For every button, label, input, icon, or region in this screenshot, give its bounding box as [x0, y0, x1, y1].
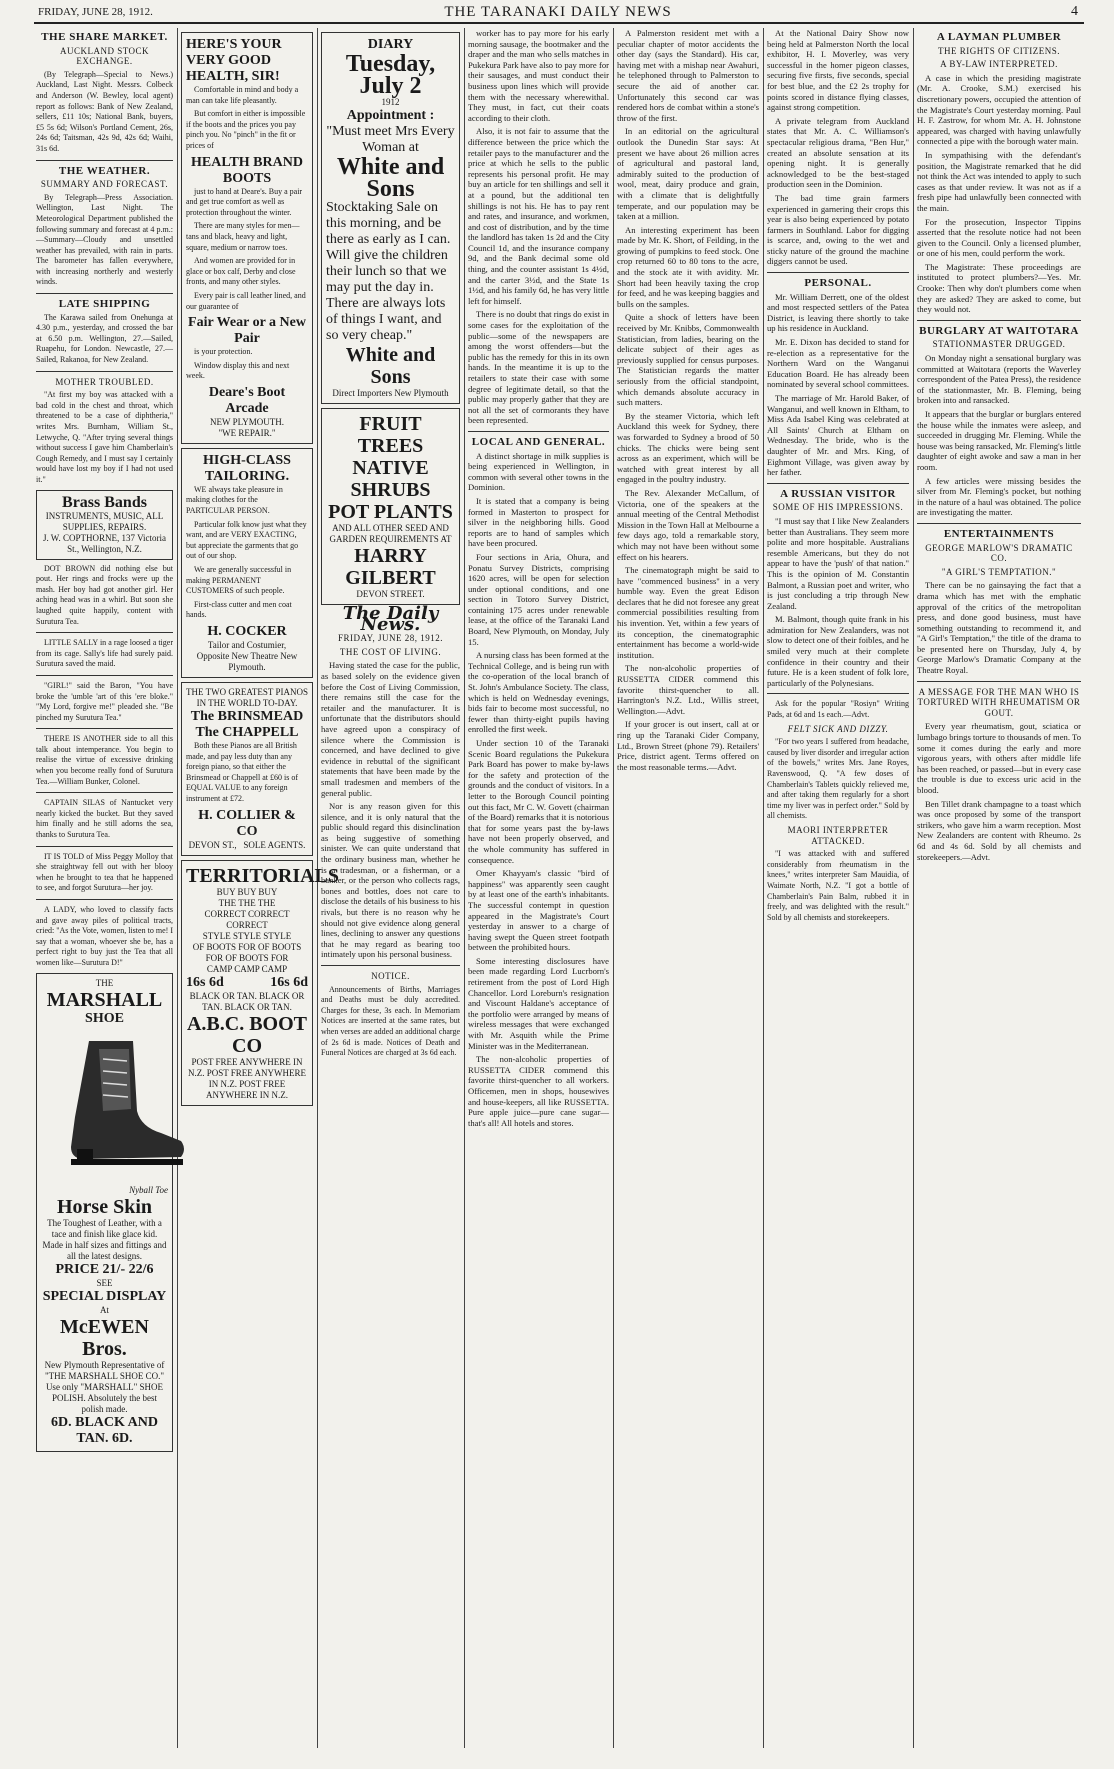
chappell: The CHAPPELL — [195, 725, 299, 740]
local-item-4: A nursing class has been formed at the Technical College, and is being run with the co-operation of the local branch of St. John's Ambulance Society. The class, which is held on Wednesday evenings, bids fair to become most successful, no fewer than thirty-eight pupils having enrolled the first week. — [468, 650, 609, 735]
white-and-sons-title: White and Sons — [336, 154, 445, 202]
heading-felt-sick: FELT SICK AND DIZZY. — [787, 723, 889, 734]
subheading-rights: THE RIGHTS OF CITIZENS. — [938, 45, 1060, 56]
plumber-text-2: In sympathising with the defendant's position, the Magistrate remarked that he did not think the Act was intended to apply to such cases as that under review. It was not as if a fresh pipe had unlawfully been connected with the main. — [917, 149, 1081, 213]
price-right: 16s 6d — [270, 974, 308, 990]
heading-burglary: BURGLARY AT WAITOTARA — [919, 324, 1079, 337]
territorials-title: TERRITORIALS — [186, 864, 340, 887]
health-ad-title: HERE'S YOUR VERY GOOD HEALTH, SIR! — [186, 37, 282, 84]
mother-troubled-text: "At first my boy was attacked with a bad cold in the chest and throat, which threatened to be a case of diphtheria," writes Mrs. Burnham, William St., Letwyche, Q. "After trying several things without success I gave him Chamberlain's Cough Remedy, and I must say I certainly would have lost my boy if I had not used it." — [36, 390, 173, 484]
tailoring-ad: HIGH-CLASS TAILORING. WE always take pleasure in making clothes for the PARTICULAR PERSON. Particular folk know just what they want, and are VERY EXACTING, but appreciate the garments that go out of our shop. We are generally successful in making PERMANENT CUSTOMERS of such people. First-class cutter and men coat hands. H. COCKER Tailor and Costumier, Opposite New Theatre New Plymouth. — [181, 448, 313, 678]
surutura-ad-2: LITTLE SALLY in a rage loosed a tiger from its cage. Sally's life had surely paid. Surutura saved the maid. — [36, 638, 173, 669]
subheading-impressions: SOME OF HIS IMPRESSIONS. — [772, 502, 904, 513]
share-market-text: (By Telegraph—Special to News.) Auckland, Last Night. Messrs. Colbeck and Anderson (W. Bewley, local agent) report as follows: Bank of New Zealand, sellers, £11 10s; National Bank, buyers, £5 5s 6d; Wilson's Portland Cement, 26s, 24s 6d; Taitsman, 42s 9d, 42s 6d; Waihi, 31s 6d. — [36, 69, 173, 153]
brass-bands-title: Brass Bands — [62, 493, 147, 511]
masthead — [38, 4, 1078, 22]
brass-bands-ad — [36, 490, 173, 560]
local-item-13: By the steamer Victoria, which left Auckland this week for Sydney, there was forwarded to Sydney a brood of 50 chicks. The chicks were being sent across as an experiment, which will be watched with great interest by all engaged in the poultry industry. — [617, 410, 759, 485]
roslyn-ad: Ask for the popular "Rosiyn" Writing Pads, at 6d and 1s each.—Advt. — [767, 699, 909, 720]
white-and-sons-footer: White and Sons — [345, 344, 436, 388]
heading-local-general: LOCAL AND GENERAL. — [471, 435, 606, 448]
burglary-text-1: On Monday night a sensational burglary was committed at Waitotara (reports the Waverley correspondent of the Patea Press), the residence of the stationmaster, Mr. B. Fleming, being broken into and ransacked. — [917, 353, 1081, 406]
masthead-title: THE TARANAKI DAILY NEWS — [444, 4, 672, 20]
local-item-3: Four sections in Aria, Ohura, and Ponatu Survey Districts, comprising 1620 acres, will be open for selection under optional conditions, and one section in Totoro Survey District, containing 175 acres under renewable lease, at the office of the Taranaki Land Board, New Plymouth, on Monday, July 15. — [468, 551, 609, 647]
deares-boot-arcade: Deare's Boot Arcade — [208, 384, 286, 416]
marshall-shoe-ad: THE MARSHALL SHOE Nyball Toe Horse Skin The Toughest of Leather, with a tace and finish like glace kid. Made in half sizes and fittings and all the latest designs. PRICE 21/- 22/6 SEE SPECIAL DISPLAY At McEWEN Bros. New Plymouth Representative of "THE MARSHALL SHOE CO." Use only "MARSHALL" SHOE POLISH. Absolutely the best polish made. 6D. BLACK AND TAN. 6D. — [36, 973, 173, 1452]
mcewen-bros: McEWEN Bros. — [60, 1315, 149, 1360]
heading-russian-visitor: A RUSSIAN VISITOR — [780, 487, 896, 500]
white-and-sons-ad: DIARY Tuesday, July 2 1912 Appointment : "Must meet Mrs Every Woman at White and Sons Stocktaking Sale on this morning, and be there as early as I can. Will give the children their lunch so that we may put the day in. There are always lots of things I want, and so very cheap." White and Sons Direct Importers New Plymouth — [321, 32, 460, 404]
local-item-5: Under section 10 of the Taranaki Scenic Board regulations the Pukekura Park Board has power to make by-laws for the safety and protection of the grounds and the conduct of visitors. In a letter to the Borough Council pointing out this fact, Mr C. W. Govett (chairman of the Board) remarks that it is notorious that for some years past the by-laws have not been properly observed, and the whole community has suffered in consequence. — [468, 738, 609, 865]
shipping-text: The Karawa sailed from Onehunga at 4.30 p.m., yesterday, and crossed the bar at 6.50 p.m. Wellington, 27.—Sailed, Ruapehu, for London. Newcastle, 27.—Sailed, Rakanoa, for New Zealand. — [36, 312, 173, 365]
heading-share-market: THE SHARE MARKET. — [41, 31, 168, 43]
rheumatism-text-1: Every year rheumatism, gout, sciatica or lumbago brings torture to thousands of men. To some it comes during the early and more vigorous years, with others after middle life has been reached, or passed—but in every case the trouble is due to excess uric acid in the blood. — [917, 721, 1081, 795]
editorial-cont-3: There is no doubt that rings do exist in some cases for the exploitation of the public—some of the newspapers are among the worst offenders—but the public has the remedy for this in its own hands. In the meantime it is up to the retailers to state their case with some degree of legitimate detail, so that the public may properly gather that they are not all the set of cormorants they have been represented. — [468, 309, 609, 426]
heading-personal: PERSONAL. — [804, 277, 872, 290]
piano-ad: THE TWO GREATEST PIANOS IN THE WORLD TO-DAY. The BRINSMEAD The CHAPPELL Both these Pianos are all British made, and pay less duty than any foreign piano, so that either the Brinsmead or Chappell at £60 is of EQUAL VALUE to any foreign instrument at £72. H. COLLIER & CO DEVON ST., SOLE AGENTS. — [181, 682, 313, 856]
brass-bands-address: J. W. COPTHORNE, 137 Victoria St., Wellington, N.Z. — [42, 532, 167, 554]
column-7 — [917, 28, 1081, 1758]
russian-text-1: "I must say that I like New Zealanders better than Australians. They seem more polite and more hospitable. Australians resemble Americans, but they do not appear to have the 'push' of that nation." This is the opinion of M. Constantin Balmont, a Russian poet and writer, who is just concluding a trip through New Zealand. — [767, 515, 909, 611]
local-item-19: A private telegram from Auckland states that Mr. A. C. Williamson's spectacular religious drama, "Ben Hur," created an absolute sensation at its opening night. It is generally acknowledged to be the best-staged production seen in the Dominion. — [767, 115, 909, 190]
brass-bands-line: INSTRUMENTS, MUSIC, ALL SUPPLIES, REPAIRS. — [45, 510, 164, 532]
page-number: 4 — [1071, 4, 1078, 19]
masthead-rule — [34, 22, 1084, 24]
column-4 — [468, 28, 609, 1758]
column-2 — [181, 28, 340, 1758]
collier-name: H. COLLIER & CO — [198, 807, 296, 839]
harry-gilbert: HARRY GILBERT — [345, 545, 436, 589]
local-item-2: It is stated that a company is being formed in Masterton to prospect for silver in the neighboring hills. Good reports are to hand of samples which have been procured. — [468, 495, 609, 549]
entertainment-text: There can be no gainsaying the fact that a drama which has met with the emphatic approval of the critics of the metropolitan press, and done good business, must have something outstanding to recommend it, and "A Girl's Temptation," the title of the drama to be presented here on Thursday, July 4, by George Marlow's Dramatic Company at the Theatre Royal. — [917, 580, 1081, 676]
tailoring-title: HIGH-CLASS TAILORING. — [203, 452, 291, 484]
personal-item-3: The marriage of Mr. Harold Baker, of Wanganui, and well known in Eltham, to Miss Ada Isabel King was celebrated at All Saints' Church at Eltham on Wednesday. The bride, who is the daughter of Mr. and Mrs. King, of Eighmont Village, was given away by her father. — [767, 393, 909, 478]
local-item-7: Some interesting disclosures have been made regarding Lord Lucrborn's retirement from the post of Lord High Chancellor. Lord Loreburn's resignation and Viscount Haldane's acceptance of the portfolio were arranged by means of wireless messages that were exchanged with Mr. Asquith while the Prime Minister was in the Mediterranean. — [468, 955, 609, 1051]
horse-skin-title: Horse Skin — [56, 1195, 153, 1218]
heading-maori-interpreter: MAORI INTERPRETER ATTACKED. — [787, 824, 889, 846]
fair-wear-slogan: Fair Wear or a New Pair — [188, 315, 306, 347]
fruit-trees-ad: FRUIT TREES NATIVE SHRUBS POT PLANTS AND ALL OTHER SEED AND GARDEN REQUIREMENTS AT HARRY GILBERT DEVON STREET. — [321, 408, 460, 605]
column-3 — [321, 28, 460, 1758]
column-1 — [36, 28, 173, 1758]
column-divider — [763, 28, 764, 1748]
territorials-ad: TERRITORIALS BUY BUY BUY THE THE THE CORRECT CORRECT CORRECT STYLE STYLE STYLE OF BOOTS FOR OF BOOTS FOR OF BOOTS FOR CAMP CAMP CAMP 16s 6d 16s 6d BLACK OR TAN. BLACK OR TAN. BLACK OR TAN. A.B.C. BOOT CO POST FREE ANYWHERE IN N.Z. POST FREE ANYWHERE IN N.Z. POST FREE ANYWHERE IN N.Z. — [181, 860, 313, 1106]
subheading-girls-temptation: "A GIRL'S TEMPTATION." — [941, 566, 1057, 577]
subheading-auckland-exchange: AUCKLAND STOCK EXCHANGE. — [59, 45, 150, 67]
heading-rheumatism: A MESSAGE FOR THE MAN WHO IS TORTURED WITH RHEUMATISM OR GOUT. — [917, 686, 1081, 718]
local-item-10: In an editorial on the agricultural outlook the Dunedin Star says: At present we have about 26 million acres of agricultural and pastoral land, admirably suited to the production of wool, meat, dairy produce and grain, with a climate that is delightfully temperate, and our population may be taken at a million. — [617, 126, 759, 222]
local-item-15: The cinematograph might be said to have "commenced business" in a very humble way. Even the great Edison declares that he did not foresee any great commercial possibilities resulting from his invention. Yet, within a few years of its conception, the cinematographic entertainment has become a world-wide institution. — [617, 565, 759, 660]
felt-sick-text: "For two years I suffered from headache, caused by liver disorder and irregular action of the bowels," writes Mrs. Jane Royes, Ravenswood, Q. "A few doses of Chamberlain's Tablets quickly relieved me, and after taking them regularly for a short time my liver was in perfect order." Sold by all chemists. — [767, 737, 909, 821]
surutura-ad-3: "GIRL!" said the Baron, "You have broke the 'umble 'art of this 'ere bloke." "My Lord, forgive me!" pleaded she. "Be pinched my Surutura Tea." — [36, 680, 173, 722]
surutura-ad-6: IT IS TOLD of Miss Peggy Molloy that she straightway fell out with her blooy when he brought to tea that he happened to see, and forgot Surutura—her joy. — [36, 851, 173, 893]
editorial-cont-2: Also, it is not fair to assume that the difference between the price which the retailer pays to the manufacturer and the price at which he sells to the public represents his personal profit. He may buy an article for ten shillings and sell it at a pound, but the additional ten shillings is not his. He has to pay rent and rates, and insurance, and workmen, and cost of distribution, and by the time the landlord has taken 1s 2d and the City Council 1d, and the insurance company 9d, and the Bank decimal some old thing, and the counter assistant 1s 4½d, and the carter 3½d, and the State 1s 1½d, and his family 6d, he has very little left for himself. — [468, 126, 609, 306]
health-brand-ad: HERE'S YOUR VERY GOOD HEALTH, SIR! Comfortable in mind and body a man can take life pleasantly. But comfort in either is impossible if the boots and the prices you pay pinch you. No "pinch" in the fit or prices of HEALTH BRAND BOOTS just to hand at Deare's. Buy a pair and get true comfort as well as protection throughout the winter. There are many styles for men—tans and black, heavy and light, square, medium or narrow toes. And women are provided for in glace or box calf, Derby and close fronts, and many other styles. Every pair is call leather lined, and our guarantee of Fair Wear or a New Pair is your protection. Window display this and next week. Deare's Boot Arcade NEW PLYMOUTH. "WE REPAIR." — [181, 32, 313, 444]
heading-layman-plumber: A LAYMAN PLUMBER — [936, 31, 1062, 43]
local-item-9: A Palmerston resident met with a peculiar chapter of motor accidents the other day (says the Standard). His car, having met with a mishap near Awahuri, he telephoned through to Palmerston to secure the aid of another car. Unfortunately this second car was rendered hors de combat within a stone's throw of the first. — [617, 28, 759, 123]
editorial-text-1: Having stated the case for the public, as based solely on the evidence given before the Cost of Living Commission, there remains still the case for the retailer and the manufacturer. It is unfortunate that the distributors should have agreed upon a conspiracy of silence where the Commission is concerned, and have declined to give evidence in rebuttal of the significant statements that have been made by the small tradesmen and members of the general public. — [321, 660, 460, 798]
personal-item-2: Mr. E. Dixon has decided to stand for re-election as a representative for the Northern Ward on the Wanganui Education Board. He has already been nominated by several school committees. — [767, 337, 909, 390]
local-item-11: An interesting experiment has been made by Mr. K. Short, of Feilding, in the growing of pumpkins to feed stock. One crop returned 60 to 80 tons to the acre, and the stock ate it with avidity. Mr. Short had been heavily taxing the crop for feed, and he was keeping baggies and bulls on the samples. — [617, 224, 759, 309]
subheading-bylaw: A BY-LAW INTERPRETED. — [940, 59, 1058, 70]
heading-late-shipping: LATE SHIPPING — [58, 298, 151, 311]
local-item-20: The bad time grain farmers experienced in garnering their crops this year is also being experienced by potato farmers in Southland. Labor for digging is scarce, and, owing to the wet and sticky nature of the ground the machine diggers cannot be used. — [767, 192, 909, 267]
price-left: 16s 6d — [186, 974, 224, 990]
column-divider — [177, 28, 178, 1748]
subheading-forecast: SUMMARY AND FORECAST. — [40, 179, 169, 190]
notice-heading: NOTICE. — [371, 971, 410, 981]
surutura-ad-4: THERE IS ANOTHER side to all this talk about intemperance. You begin to realise the virtue of excessive drinking when you become really fond of Surutura Tea.—William Bunker, Colonel. — [36, 734, 173, 786]
column-divider — [464, 28, 465, 1748]
local-item-14: The Rev. Alexander McCallum, of Victoria, one of the speakers at the annual meeting of the Central Methodist Mission in the Town Hall at Melbourne a few days ago, told a remarkable story, which may not have been without some effect on his hearers. — [617, 487, 759, 562]
rheumatism-text-2: Ben Tillet drank champagne to a toast which was once proposed by some of the transport strikers, who gave him a warm reception. Most New Zealanders are content with Rheumo. 2s 6d and 4s 6d. Sold by all chemists and storekeepers.—Advt. — [917, 798, 1081, 862]
health-brand-boots: HEALTH BRAND BOOTS — [191, 154, 303, 186]
paper-nameplate: The Daily News. — [342, 603, 439, 635]
brinsmead: The BRINSMEAD — [190, 709, 304, 724]
burglary-text-3: A few articles were missing besides the silver from Mr. Fleming's pocket, but nothing in the nature of a haul was obtained. The police are investigating the matter. — [917, 475, 1081, 518]
surutura-ad-5: CAPTAIN SILAS of Nantucket very nearly kicked the bucket. But they saved him finally and he still adorns the sea, thanks to Surutura Tea. — [36, 798, 173, 840]
column-divider — [317, 28, 318, 1748]
abc-boot-co: A.B.C. BOOT CO — [186, 1012, 308, 1057]
boot-illustration-icon — [41, 1031, 191, 1181]
local-item-17: If your grocer is out insert, call at or ring up the Taranaki Cider Company, Ltd., Brown Street (phone 79). Retailers' Price, district agent. Terms offered on the most reasonable terms.—Advt. — [617, 719, 759, 772]
plumber-text-4: The Magistrate: These proceedings are instituted to protect plumbers?—Yes. Mr. Crooke: Then why don't plumbers come when they are asked? They are asked to come, but they would not. — [917, 261, 1081, 315]
local-item-8: The non-alcoholic properties of RUSSETTA CIDER commend this favorite thirst-quencher to all workers. Officemen, men in shops, housewives and house-keepers, all like RUSSETTA. Pure apple juice—pure cane sugar—that's all! All hotels and stores. — [468, 1054, 609, 1128]
masthead-date: FRIDAY, JUNE 28, 1912. — [38, 6, 153, 18]
column-divider — [913, 28, 914, 1748]
heading-weather: THE WEATHER. — [58, 164, 151, 177]
subheading-marlow: GEORGE MARLOW'S DRAMATIC CO. — [925, 542, 1073, 564]
russian-text-2: M. Balmont, though quite frank in his admiration for New Zealanders, was not slow to detect one of their foibles, and he smiled very much at their complete confidence in their country and their future. He is a keen student of folk lore, particularly of the Polynesians. — [767, 614, 909, 688]
subheading-stationmaster: STATIONMASTER DRUGGED. — [932, 339, 1066, 350]
maori-interpreter-text: "I was attacked with and suffered considerably from rheumatism in the knees," writes interpreter Sam Mauidia, of Waimate North, N.Z. "I got a bottle of Chamberlain's Pain Balm, rubbed it in freely, and was delighted with the result." Sold by all chemists and storekeepers. — [767, 849, 909, 922]
weather-text: By Telegraph—Press Association. Wellington, Last Night. The Meteorological Department published the following summary and forecast at 4 p.m.:—Summary—Cloudy and unsettled weather has prevailed, with rain in parts. The barometer has fallen everywhere, with increasing northerly and westerly winds. — [36, 192, 173, 287]
marshall-price: PRICE 21/- 22/6 — [55, 1261, 154, 1277]
editorial-date: FRIDAY, JUNE 28, 1912. — [337, 633, 444, 644]
surutura-ad-7: A LADY, who loved to classify facts and gave away piles of political tracts, cried: "As the Vote, women, listen to me! I say that a woman, whoever she be, has a perfect right to buy just the Tea that all women like—Surutura D!" — [36, 905, 173, 967]
local-item-6: Omer Khayyam's classic "bird of happiness" was apparently seen caught by at least one of the earth's inhabitants. The successful contempt in question appeared in the Magistrate's Court yesterday in answer to a charge of having swept the Queen street footpath between the prohibited hours. — [468, 868, 609, 953]
editorial-text-2: Nor is any reason given for this silence, and it is only natural that the public should regard this disinclination as being suggestive of something sinister. We can quite understand that the ordinary business man, whether he is a tradesman, or a fisherman, or a banker, or the person who collects rags, bones and bottles, does not care to disclose the details of his business to his rivals, but there is no reason why he should not give evidence along general lines, declining to answer any questions that he may regard as bearing too intimately upon his personal business. — [321, 801, 460, 960]
plumber-text-3: For the prosecution, Inspector Tippins asserted that the resolute notice had not been given to the Council. Only a licensed plumber, or one of his men, could perform the work. — [917, 216, 1081, 259]
plumber-text-1: A case in which the presiding magistrate (Mr. A. Crooke, S.M.) exercised his discretionary powers, occupied the attention of the Magistrate's Court yesterday morning. Paul H. F. Zastrow, for whom Mr. A. H. Johnstone appeared, was charged with having unlawfully connected a pipe with the borough water main. — [917, 72, 1081, 147]
personal-item-1: Mr. William Derrett, one of the oldest and most respected settlers of the Patea District, is leaving there shortly to take up his residence in Auckland. — [767, 291, 909, 334]
local-item-1: A distinct shortage in milk supplies is being experienced in Wellington, in common with several other towns in the Dominion. — [468, 450, 609, 493]
cocker-name: H. COCKER — [207, 624, 287, 639]
column-6 — [767, 28, 909, 1758]
surutura-ad-1: DOT BROWN did nothing else but pout. Her rings and frocks were up the mash. Her boy had got another girl. Her aching head was in a whirl. But soon she laughed quite happily, content with Surutura Tea. — [36, 563, 173, 626]
diary-date: Tuesday, July 2 — [345, 51, 436, 99]
heading-entertainments: ENTERTAINMENTS — [943, 527, 1055, 540]
column-divider — [613, 28, 614, 1748]
editorial-cont-1: worker has to pay more for his early morning sausage, the bootmaker and the draper and the man who sells matches in Pukekura Park have also to pay more for their sausages, and must conduct their business upon lines which will provide them with the necessary wherewithal. They must, in fact, cut their coats according to their cloth. — [468, 28, 609, 123]
editorial-title: THE COST OF LIVING. — [339, 646, 442, 657]
burglary-text-2: It appears that the burglar or burglars entered the house while the inmates were asleep, and succeeded in drugging Mr. Fleming. While the house was being ransacked, Mr. Fleming's little daughter of eight awoke and saw a man in her room. — [917, 409, 1081, 472]
heading-mother-troubled: MOTHER TROUBLED. — [55, 376, 154, 387]
marshall-title: MARSHALL — [46, 988, 163, 1011]
column-5 — [617, 28, 759, 1758]
notice-text: Announcements of Births, Marriages and Deaths must be duly accredited. Charges for these, 3s each. In Memoriam Notices are inserted at the same rates, but when verses are added an additional charge of 2s 6d is made. Notices of Death and Funeral Notices are charged at 3s 6d each. — [321, 984, 460, 1058]
local-item-18: At the National Dairy Show now being held at Palmerston North the local exhibitor, H. I. Moverley, was very successful in the homer pigeon classes, securing five firsts, five seconds, special for best blue, and the £2 2s trophy for points scored in distance flying classes, against strong competition. — [767, 28, 909, 113]
local-item-12: Quite a shock of letters have been received by Mr. Knibbs, Commonwealth Statistician, from ladies, bearing on the delicate subject of their ages as previously supplied for census purposes. The Statistician regards the matter seriously from the official standpoint, which demands absolute accuracy in such matters. — [617, 312, 759, 408]
local-item-16: The non-alcoholic properties of RUSSETTA CIDER commend this favorite thirst-quencher to all. Harrington's N.Z. Ltd., Willis street, Wellington.—Advt. — [617, 663, 759, 716]
